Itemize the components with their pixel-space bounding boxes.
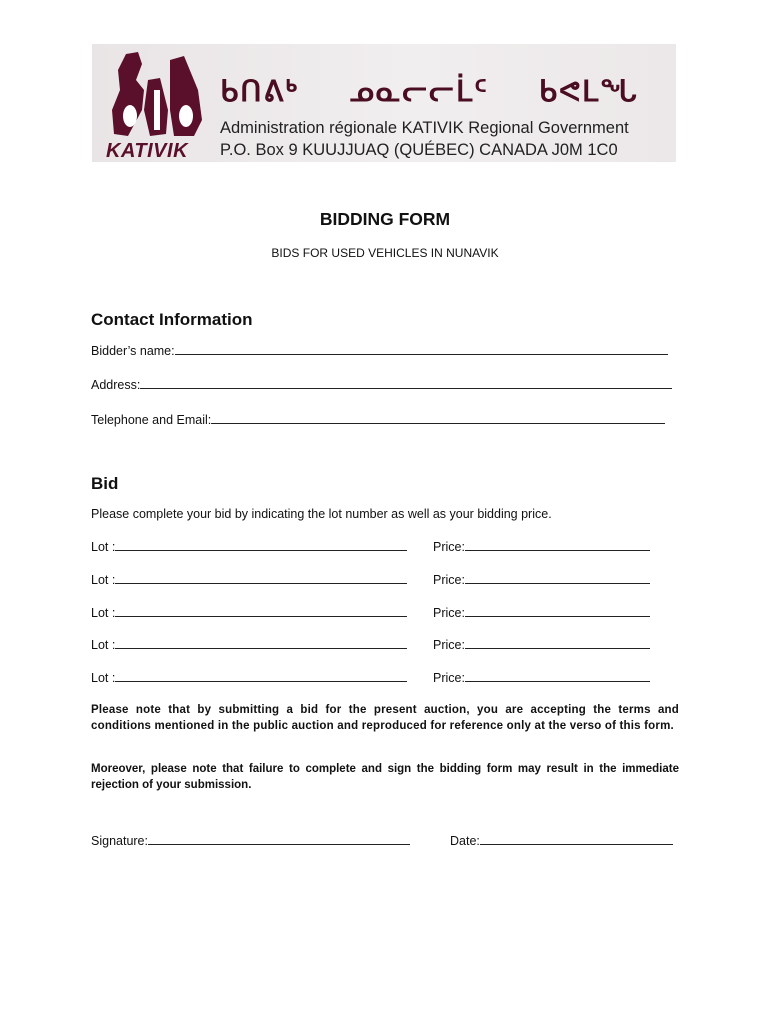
syllabics-word: ᓄᓇᓕᓕᒫᑦ bbox=[349, 76, 489, 108]
lot-blank[interactable] bbox=[115, 605, 407, 617]
lot-field[interactable] bbox=[91, 605, 407, 620]
syllabics-word: ᑲᑎᕕᒃ bbox=[220, 76, 300, 108]
lot-blank[interactable] bbox=[115, 637, 407, 649]
telephone-email-label: Telephone and Email: bbox=[91, 413, 212, 427]
bid-row bbox=[91, 605, 691, 621]
lot-field[interactable] bbox=[91, 539, 407, 554]
price-label: Price: bbox=[433, 671, 465, 685]
kativik-logo bbox=[98, 50, 216, 162]
lot-field[interactable] bbox=[91, 670, 407, 685]
lot-field[interactable] bbox=[91, 637, 407, 652]
telephone-email-blank[interactable] bbox=[211, 412, 665, 424]
syllabics-word: ᑲᕙᒪᖓ bbox=[538, 76, 639, 108]
lot-blank[interactable] bbox=[115, 539, 407, 551]
signature-row bbox=[91, 833, 691, 849]
form-title: BIDDING FORM bbox=[319, 209, 451, 229]
address-blank[interactable] bbox=[140, 377, 672, 389]
bid-heading: Bid bbox=[91, 474, 119, 493]
bid-instructions: Please complete your bid by indicating the lot number as well as your bidding price. bbox=[91, 507, 552, 521]
price-field[interactable] bbox=[433, 539, 650, 554]
price-field[interactable] bbox=[433, 572, 650, 587]
bid-row bbox=[91, 637, 691, 653]
lot-field[interactable] bbox=[91, 572, 407, 587]
price-field[interactable] bbox=[433, 637, 650, 652]
price-label: Price: bbox=[433, 606, 465, 620]
date-label: Date: bbox=[450, 834, 480, 848]
lot-label: Lot : bbox=[91, 671, 116, 685]
price-field[interactable] bbox=[433, 670, 650, 685]
date-field[interactable] bbox=[450, 833, 673, 848]
signature-field[interactable] bbox=[91, 833, 410, 848]
address-label: Address: bbox=[91, 378, 141, 392]
price-blank[interactable] bbox=[465, 605, 650, 617]
telephone-email-field[interactable] bbox=[91, 412, 665, 427]
address-field[interactable] bbox=[91, 377, 672, 392]
bidder-name-label: Bidder’s name: bbox=[91, 344, 175, 358]
price-blank[interactable] bbox=[465, 539, 650, 551]
price-blank[interactable] bbox=[465, 572, 650, 584]
lot-blank[interactable] bbox=[115, 670, 407, 682]
price-label: Price: bbox=[433, 540, 465, 554]
lot-label: Lot : bbox=[91, 540, 116, 554]
letterhead bbox=[92, 44, 676, 162]
logo-wordmark: KATIVIK bbox=[106, 140, 189, 162]
bid-row bbox=[91, 572, 691, 588]
date-blank[interactable] bbox=[480, 833, 673, 845]
org-address: P.O. Box 9 KUUJJUAQ (QUÉBEC) CANADA J0M 1C0 bbox=[220, 141, 618, 159]
lot-label: Lot : bbox=[91, 638, 116, 652]
contact-heading: Contact Information bbox=[91, 310, 253, 329]
kativik-logo-mark bbox=[108, 50, 208, 138]
bidder-name-blank[interactable] bbox=[175, 343, 668, 355]
bid-row bbox=[91, 539, 691, 555]
price-label: Price: bbox=[433, 573, 465, 587]
form-subtitle: BIDS FOR USED VEHICLES IN NUNAVIK bbox=[271, 246, 499, 260]
bid-row bbox=[91, 670, 691, 686]
price-field[interactable] bbox=[433, 605, 650, 620]
rejection-notice: Moreover, please note that failure to complete and sign the bidding form may result in the immediate rejection of your submission. bbox=[91, 763, 679, 791]
bidder-name-field[interactable] bbox=[91, 343, 668, 358]
price-blank[interactable] bbox=[465, 670, 650, 682]
terms-notice: Please note that by submitting a bid for the present auction, you are accepting the terms and conditions mentioned in the public auction and reproduced for reference only at the verso of this form. bbox=[91, 704, 679, 732]
lot-label: Lot : bbox=[91, 573, 116, 587]
lot-label: Lot : bbox=[91, 606, 116, 620]
price-label: Price: bbox=[433, 638, 465, 652]
price-blank[interactable] bbox=[465, 637, 650, 649]
lot-blank[interactable] bbox=[115, 572, 407, 584]
signature-blank[interactable] bbox=[148, 833, 410, 845]
syllabics-org-name bbox=[220, 74, 679, 109]
signature-label: Signature: bbox=[91, 834, 148, 848]
org-name: Administration régionale KATIVIK Regional Government bbox=[220, 119, 629, 137]
